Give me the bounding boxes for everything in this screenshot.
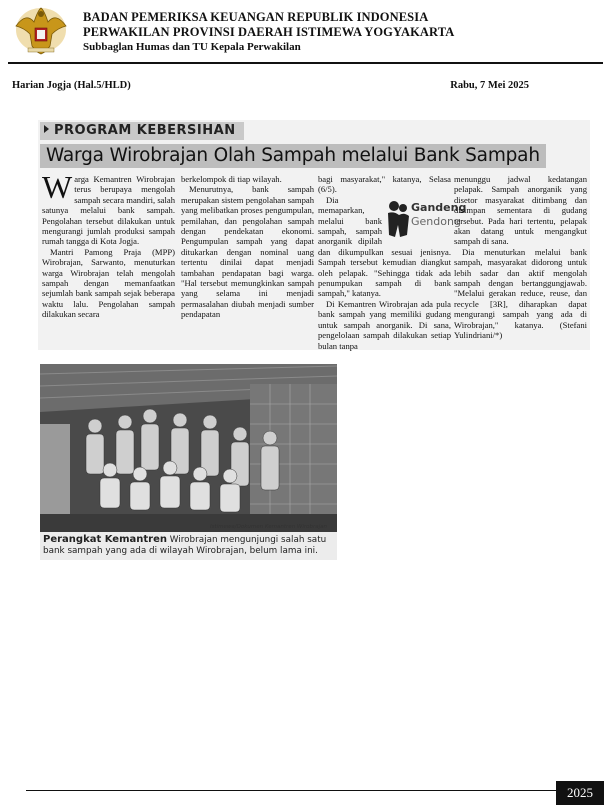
hands-holding-icon [385,199,411,239]
org-line-2: PERWAKILAN PROVINSI DAERAH ISTIMEWA YOGYAKARTA [83,25,455,39]
triangle-bullet-icon [44,125,49,133]
article-column-3 [318,174,467,351]
paragraph: bagi masyarakat," katanya, Selasa (6/5). [318,174,451,195]
paragraph: berkelompok di tiap wilayah. [181,174,282,184]
group-photo-illustration [40,364,337,532]
paragraph: Mantri Pamong Praja (MPP) Wirobrajan, Sarwanto, menuturkan warga Wirobrajan telah mengolah sampah dengan memanfaatkan sejumlah bank sampah sejak beberapa waktu lalu. Pengolahan sampah dilakukan secara [42,246,175,320]
photo-caption [40,532,337,560]
letterhead-divider [8,62,603,64]
organization-name [83,10,454,54]
article-headline: Warga Wirobrajan Olah Sampah melalui Bank Sampah [40,144,546,168]
drop-cap: W [42,169,73,205]
photo-credit: Istimewa/Dokumen Kemantren Wirobrajan [210,524,328,530]
caption-text: Wirobrajan mengunjungi salah satu bank sampah yang ada di wilayah Wirobrajan, belum lama ini. [43,535,327,556]
kicker-text: PROGRAM KEBERSIHAN [54,123,236,138]
garuda-emblem-icon [12,4,70,56]
gandeng-word: Gandeng [411,200,467,214]
article-clipping [38,120,590,350]
gendong-word: Gendong [411,214,461,228]
year-badge: 2025 [556,781,604,805]
gandeng-gendong-logo [385,197,467,241]
footer-divider [26,790,556,791]
org-line-1: BADAN PEMERIKSA KEUANGAN REPUBLIK INDONESIA [83,10,429,24]
date-label: Rabu, 7 Mei 2025 [450,80,529,91]
article-column-2 [181,174,314,350]
article-column-1 [42,169,175,350]
article-body [38,169,590,351]
paragraph: Menurutnya, bank sampah merupakan sistem pengolahan sampah yang melibatkan proses pengumpulan, pemilahan, dan pengolahan sampah dengan pendekatan ekonomi. Pengumpulan sampah yang dapat ditukarkan dengan nominal uang tertentu dinilai dapat menjadi tambahan pendapatan bagi warga. "Hal tersebut memungkinkan sampah yang selama ini menjadi permasalahan diubah menjadi sumber pendapatan [181,184,314,320]
paragraph: arga Kemantren Wirobrajan terus berupaya mengolah sampah secara mandiri, salah satunya melalui bank sampah. Pengolahan tersebut dilakukan untuk mengurangi jumlah produksi sampah rumah tangga di Kota Jogja. [42,174,175,247]
paragraph: menunggu jadwal kedatangan pelapak. Sampah anorganik yang disetor masyarakat ditimbang dan disimpan sementara di gudang tersebut. Pada hari tertentu, pelapak akan datang untuk mengangkut sampah di sana. [454,174,587,247]
paragraph: Dia memaparkan, melalui bank sampah, sampah anorganik dipilah dan dikumpulkan sesuai jenisnya. Sampah tersebut kemudian diangkut oleh pelapak. "Sehingga tidak ada penumpukan sampah di bank sampah," katanya. [318,194,451,299]
paragraph: Dia menuturkan melalui bank sampah, masyarakat didorong untuk lebih sadar dan aktif mengolah sampah dengan bertanggungjawab. "Melalui gerakan reduce, reuse, dan recycle [3R], diharapkan dapat mengurangi sampah yang ada di Wirobrajan," katanya. (Stefani Yulindriani/*) [454,246,587,341]
article-column-4 [454,174,587,350]
article-kicker [40,122,244,140]
letterhead [8,4,603,60]
article-photo [40,364,337,532]
org-line-3: Subbaglan Humas dan TU Kepala Perwakilan [83,41,301,53]
caption-lead: Perangkat Kemantren [43,534,167,545]
paragraph: Di Kemantren Wirobrajan ada pula bank sampah yang memiliki gudang untuk sampah anorganik. Di sana, pengelolaan sampah dilakukan setiap bulan tanpa [318,298,451,351]
source-label: Harian Jogja (Hal.5/HLD) [12,80,131,91]
